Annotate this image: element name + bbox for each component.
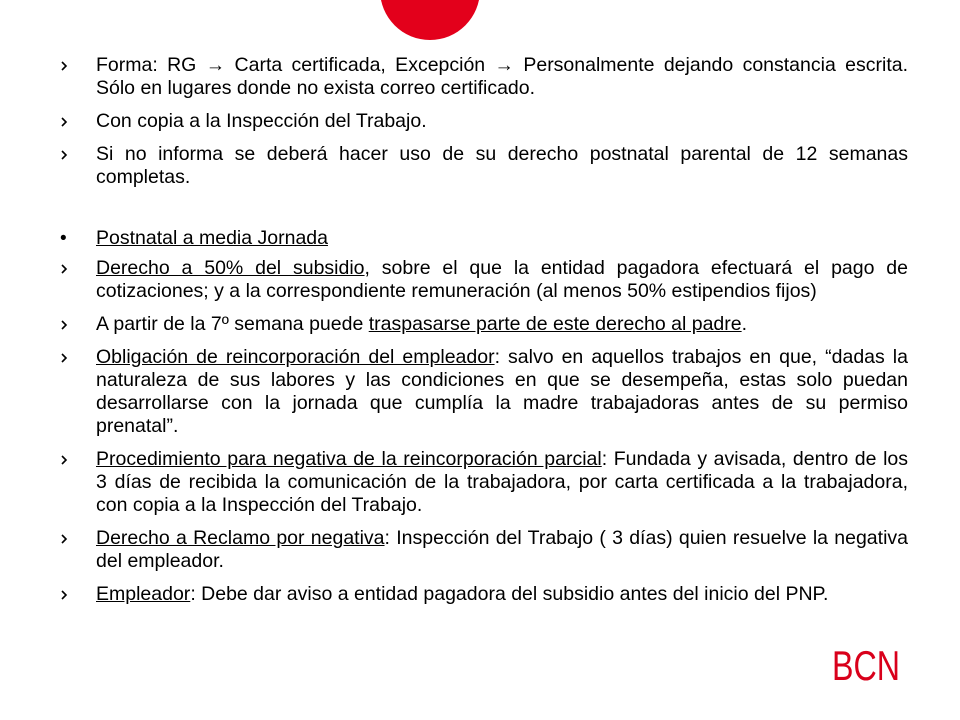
- text-segment: Personalmente dejando constancia escrita. Sólo en lugares donde no exista correo certificado.: [96, 54, 908, 99]
- text-segment: : salvo en aquellos trabajos en que, “dadas la naturaleza de sus labores y las condiciones en que se desempeña, estas solo puedan desarrollarse con la jornada que cumplía la madre trabajadoras antes de su permiso prenatal”.: [96, 346, 908, 437]
- arrow-bullet-icon: [58, 527, 96, 550]
- chevron-right-icon: [58, 527, 70, 550]
- text-segment: Forma: RG: [96, 54, 206, 76]
- text-segment: , sobre el que la entidad pagadora efectuará el pago de cotizaciones; y a la correspondiente remuneración (al menos 50% estipendios fijos): [96, 257, 908, 302]
- bullet-text: [96, 527, 908, 573]
- text-segment: Si no informa se deberá hacer uso de su derecho postnatal parental de 12 semanas completas.: [96, 143, 908, 188]
- bullet-text: [96, 448, 908, 517]
- underlined-text: Empleador: [96, 583, 191, 605]
- text-segment: Con copia a la Inspección del Trabajo.: [96, 110, 427, 132]
- chevron-right-icon: [58, 257, 70, 280]
- underlined-text: traspasarse parte de este derecho al padre: [368, 313, 742, 335]
- chevron-right-icon: [58, 448, 70, 471]
- bullet-item: [58, 110, 908, 133]
- bullet-item: [58, 527, 908, 573]
- arrow-bullet-icon: [58, 346, 96, 369]
- arrow-glyph-icon: →: [205, 54, 226, 76]
- bullet-item: [58, 143, 908, 189]
- bullet-item: [58, 448, 908, 517]
- dot-bullet-icon: [58, 227, 96, 250]
- bullet-item: [58, 313, 908, 336]
- underlined-text: Derecho a Reclamo por negativa: [96, 527, 385, 549]
- text-segment: .: [741, 313, 748, 335]
- chevron-right-icon: [58, 110, 70, 133]
- text-segment: : Debe dar aviso a entidad pagadora del subsidio antes del inicio del PNP.: [190, 583, 829, 605]
- underlined-text: Derecho a 50% del subsidio: [96, 257, 365, 279]
- bullet-text: [96, 346, 908, 438]
- arrow-bullet-icon: [58, 448, 96, 471]
- bullet-text: [96, 313, 908, 336]
- underlined-text: Obligación de reincorporación del empleador: [96, 346, 495, 368]
- bcn-logo-mark: [832, 640, 902, 689]
- bullet-item: [58, 346, 908, 438]
- bcn-logo-text: BCN: [832, 642, 900, 689]
- chevron-right-icon: [58, 54, 70, 77]
- underlined-text: Postnatal a media Jornada: [96, 227, 328, 249]
- chevron-right-icon: [58, 313, 70, 336]
- chevron-right-icon: [58, 143, 70, 166]
- bullet-item: [58, 227, 908, 250]
- underlined-text: Procedimiento para negativa de la reincorporación parcial: [96, 448, 602, 470]
- bullet-item: [58, 257, 908, 303]
- bullet-item: [58, 583, 908, 606]
- red-circle-decoration: [380, 0, 480, 40]
- bullet-dot-icon: •: [60, 228, 67, 249]
- arrow-bullet-icon: [58, 583, 96, 606]
- text-segment: Carta certificada, Excepción: [225, 54, 495, 76]
- bullet-text: [96, 583, 908, 606]
- text-segment: : Inspección del Trabajo ( 3 días) quien resuelve la negativa del empleador.: [96, 527, 908, 572]
- bullet-text: [96, 110, 908, 133]
- bullet-text: [96, 227, 908, 250]
- arrow-bullet-icon: [58, 110, 96, 133]
- slide-body: [58, 44, 908, 606]
- arrow-bullet-icon: [58, 143, 96, 166]
- text-segment: : Fundada y avisada, dentro de los 3 días de recibida la comunicación de la trabajadora, por carta certificada a la trabajadora, con copia a la Inspección del Trabajo.: [96, 448, 908, 516]
- text-segment: A partir de la 7º semana puede: [96, 313, 369, 335]
- chevron-right-icon: [58, 583, 70, 606]
- chevron-right-icon: [58, 346, 70, 369]
- bullet-text: [96, 54, 908, 100]
- arrow-glyph-icon: →: [494, 54, 514, 76]
- arrow-bullet-icon: [58, 54, 96, 77]
- bullet-text: [96, 257, 908, 303]
- arrow-bullet-icon: [58, 313, 96, 336]
- bullet-text: [96, 143, 908, 189]
- arrow-bullet-icon: [58, 257, 96, 280]
- bcn-logo: [832, 640, 902, 689]
- bullet-item: [58, 54, 908, 100]
